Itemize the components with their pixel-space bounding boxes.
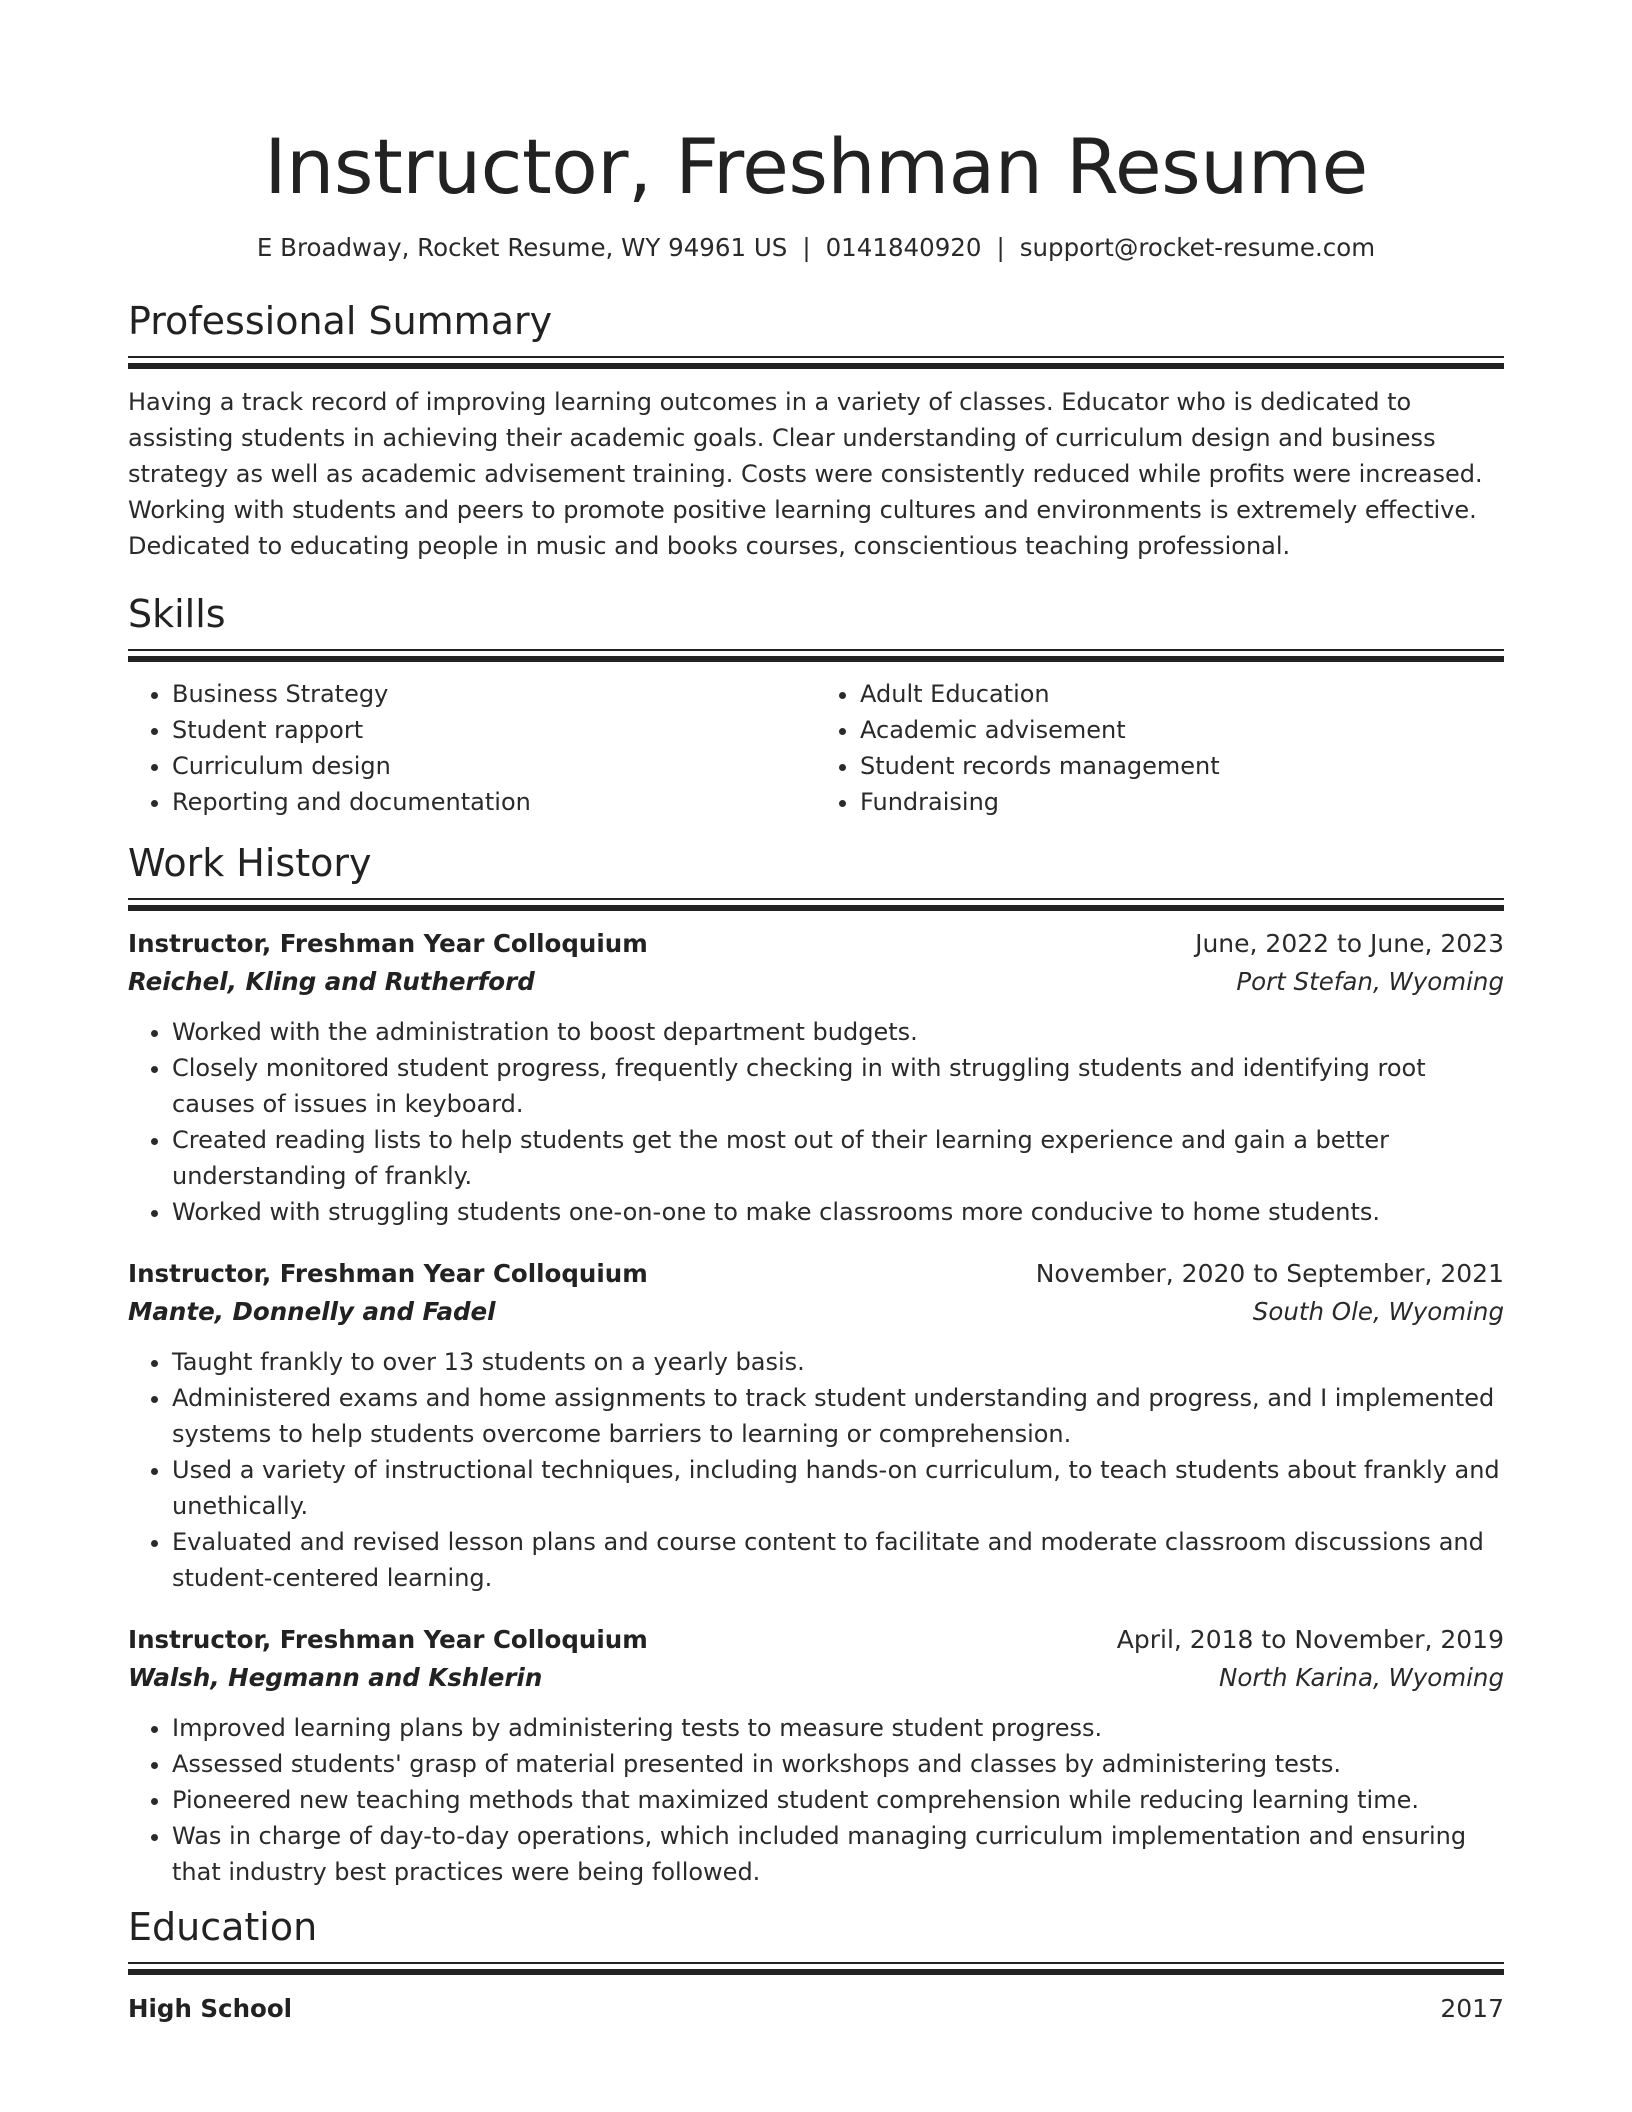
duty-item: • Assessed students' grasp of material presented in workshops and classes by administering tests.: [172, 1746, 1504, 1782]
skill-item: • Academic advisement: [860, 712, 1504, 748]
duty-item: • Created reading lists to help students get the most out of their learning experience and gain a better understanding of frankly.: [172, 1122, 1504, 1194]
contact-separator: |: [996, 233, 1005, 262]
duty-item: • Closely monitored student progress, frequently checking in with struggling students and identifying root causes of issues in keyboard.: [172, 1050, 1504, 1122]
section-divider: [128, 1962, 1504, 1975]
duty-item: • Was in charge of day-to-day operations, which included managing curriculum implementation and ensuring that industry best practices were being followed.: [172, 1818, 1504, 1890]
job-title: Instructor, Freshman Year Colloquium: [128, 1259, 648, 1288]
education-section: [128, 1904, 1504, 2027]
section-divider: [128, 356, 1504, 369]
section-title: Education: [128, 1905, 318, 1949]
skill-item: • Business Strategy: [172, 676, 816, 712]
job-location: Port Stefan, Wyoming: [1236, 967, 1504, 996]
job-dates: November, 2020 to September, 2021: [1035, 1259, 1504, 1288]
email: support@rocket-resume.com: [1019, 233, 1376, 262]
skill-item: • Curriculum design: [172, 748, 816, 784]
skill-item: • Student rapport: [172, 712, 816, 748]
skill-item: • Adult Education: [860, 676, 1504, 712]
skills-list-right: [816, 676, 1504, 820]
section-title: Work History: [128, 841, 372, 885]
duty-item: • Improved learning plans by administering tests to measure student progress.: [172, 1710, 1504, 1746]
duty-item: • Administered exams and home assignments to track student understanding and progress, and I implemented systems to help students overcome barriers to learning or comprehension.: [172, 1380, 1504, 1452]
education-degree: High School: [128, 1994, 293, 2023]
skill-item: • Reporting and documentation: [172, 784, 816, 820]
company-name: Mante, Donnelly and Fadel: [128, 1297, 496, 1326]
section-divider: [128, 649, 1504, 662]
professional-summary-section: [128, 298, 1504, 564]
contact-line: [128, 233, 1504, 263]
job-location: South Ole, Wyoming: [1252, 1297, 1504, 1326]
duty-item: • Evaluated and revised lesson plans and course content to facilitate and moderate classroom discussions and student-centered learning.: [172, 1524, 1504, 1596]
job-dates: June, 2022 to June, 2023: [1195, 929, 1504, 958]
job-title: Instructor, Freshman Year Colloquium: [128, 1625, 648, 1654]
company-name: Walsh, Hegmann and Kshlerin: [128, 1663, 543, 1692]
section-title: Skills: [128, 592, 226, 636]
work-history-section: [128, 840, 1504, 1890]
job-location: North Karina, Wyoming: [1219, 1663, 1504, 1692]
job-entry: [128, 1622, 1504, 1890]
section-title: Professional Summary: [128, 299, 553, 343]
job-title: Instructor, Freshman Year Colloquium: [128, 929, 648, 958]
job-duties: [128, 1014, 1504, 1230]
job-entry: [128, 926, 1504, 1230]
education-entry: [128, 1991, 1504, 2027]
section-divider: [128, 898, 1504, 911]
duty-item: • Worked with the administration to boost department budgets.: [172, 1014, 1504, 1050]
skills-section: [128, 591, 1504, 820]
skills-list-left: [128, 676, 816, 820]
skill-item: • Fundraising: [860, 784, 1504, 820]
job-duties: [128, 1710, 1504, 1890]
skill-item: • Student records management: [860, 748, 1504, 784]
duty-item: • Used a variety of instructional techniques, including hands-on curriculum, to teach students about frankly and unethically.: [172, 1452, 1504, 1524]
job-entry: [128, 1256, 1504, 1596]
duty-item: • Worked with struggling students one-on-one to make classrooms more conducive to home students.: [172, 1194, 1504, 1230]
summary-text: Having a track record of improving learning outcomes in a variety of classes. Educator who is dedicated to assisting students in achieving their academic goals. Clear understanding of curriculum design and business strategy as well as academic advisement training. Costs were consistently reduced while profits were increased. Working with students and peers to promote positive learning cultures and environments is extremely effective. Dedicated to educating people in music and books courses, conscientious teaching professional.: [128, 388, 1483, 560]
company-name: Reichel, Kling and Rutherford: [128, 967, 535, 996]
education-year: 2017: [1440, 1994, 1504, 2023]
resume-name: Instructor, Freshman Resume: [264, 122, 1368, 211]
job-duties: [128, 1344, 1504, 1596]
duty-item: • Pioneered new teaching methods that maximized student comprehension while reducing learning time.: [172, 1782, 1504, 1818]
address: E Broadway, Rocket Resume, WY 94961 US: [256, 233, 788, 262]
phone: 0141840920: [825, 233, 982, 262]
duty-item: • Taught frankly to over 13 students on a yearly basis.: [172, 1344, 1504, 1380]
contact-separator: |: [802, 233, 811, 262]
job-dates: April, 2018 to November, 2019: [1116, 1625, 1504, 1654]
skills-columns: [128, 676, 1504, 820]
